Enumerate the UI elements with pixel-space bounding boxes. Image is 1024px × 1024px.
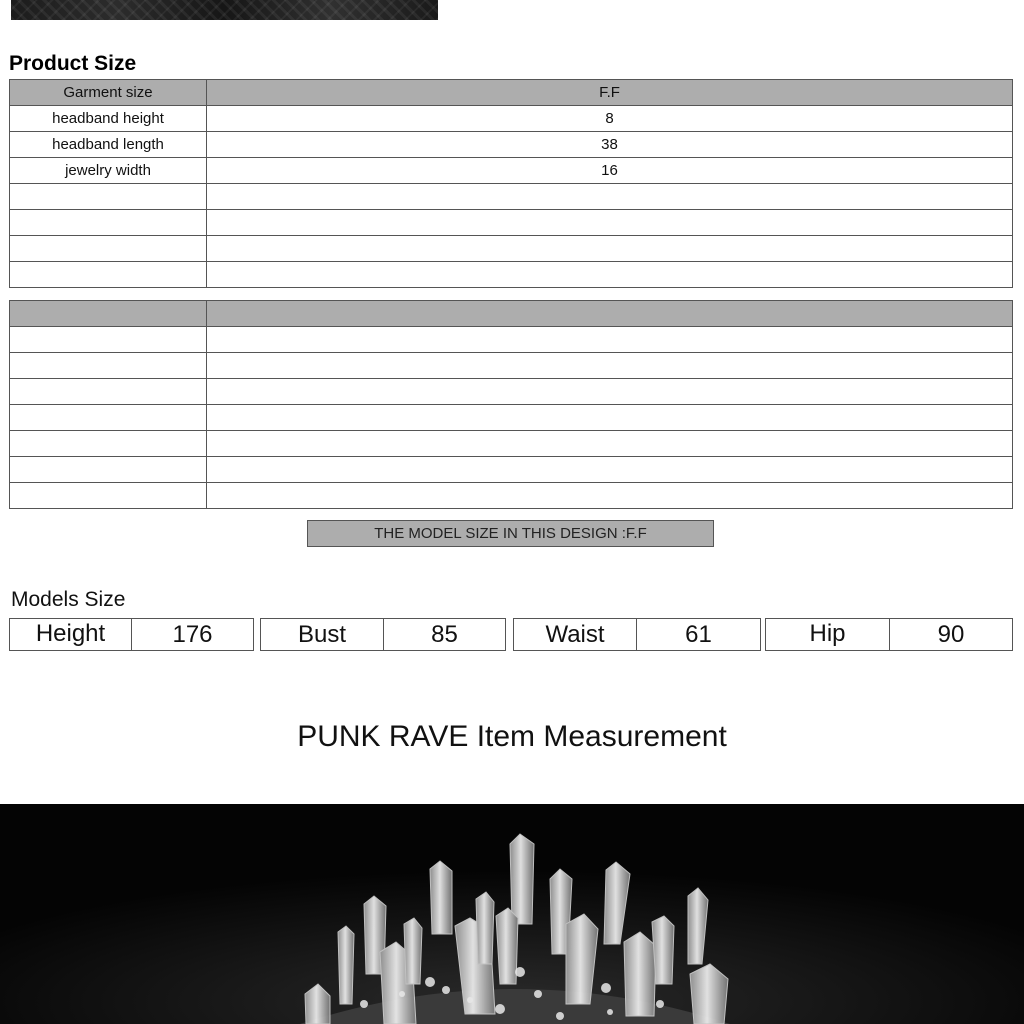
table-row (10, 184, 1013, 210)
row-label (10, 483, 207, 509)
table-row (10, 210, 1013, 236)
row-label: headband length (10, 132, 207, 158)
row-label: headband height (10, 106, 207, 132)
row-label (10, 379, 207, 405)
item-measurement-title: PUNK RAVE Item Measurement (297, 720, 727, 753)
row-label (10, 236, 207, 262)
table-row (10, 457, 1013, 483)
table-row (10, 431, 1013, 457)
row-value (207, 379, 1013, 405)
secondary-size-table (9, 300, 1013, 509)
measure-label: Hip (766, 619, 890, 650)
measure-height (9, 618, 254, 651)
top-product-photo (11, 0, 438, 20)
row-value (207, 184, 1013, 210)
table-row (10, 353, 1013, 379)
row-value (207, 483, 1013, 509)
measure-value: 90 (937, 621, 965, 648)
table-row (10, 405, 1013, 431)
row-label (10, 431, 207, 457)
row-value (207, 236, 1013, 262)
table-row (10, 132, 1013, 158)
row-label (10, 327, 207, 353)
row-value: 16 (207, 158, 1013, 184)
measure-label: Bust (261, 619, 384, 650)
row-label (10, 353, 207, 379)
table-row (10, 158, 1013, 184)
header-cell-label: Garment size (10, 80, 207, 106)
row-label (10, 457, 207, 483)
table-row (10, 327, 1013, 353)
crystal-headband-photo (0, 804, 1024, 1024)
table-header-row (10, 301, 1013, 327)
measure-value: 85 (431, 621, 458, 648)
row-value: 8 (207, 106, 1013, 132)
models-size-title: Models Size (11, 588, 126, 611)
table-row (10, 236, 1013, 262)
row-label (10, 262, 207, 288)
row-value (207, 353, 1013, 379)
row-value: 38 (207, 132, 1013, 158)
measure-label: Height (10, 619, 132, 650)
row-label (10, 184, 207, 210)
header-cell-size: F.F (207, 80, 1013, 106)
header-cell-size (207, 301, 1013, 327)
row-value (207, 327, 1013, 353)
measure-label: Waist (514, 619, 637, 650)
product-size-table (9, 79, 1013, 288)
row-label (10, 405, 207, 431)
measure-bust (260, 618, 506, 651)
measure-hip (765, 618, 1013, 651)
crystal-crown-illustration (0, 804, 1024, 1024)
row-value (207, 405, 1013, 431)
table-row (10, 483, 1013, 509)
row-value (207, 457, 1013, 483)
model-size-banner: THE MODEL SIZE IN THIS DESIGN :F.F (307, 520, 714, 547)
table-header-row (10, 80, 1013, 106)
row-label (10, 210, 207, 236)
header-cell-label (10, 301, 207, 327)
row-label: jewelry width (10, 158, 207, 184)
table-row (10, 106, 1013, 132)
table-row (10, 262, 1013, 288)
row-value (207, 210, 1013, 236)
row-value (207, 262, 1013, 288)
measure-waist (513, 618, 761, 651)
row-value (207, 431, 1013, 457)
measure-value: 176 (172, 621, 213, 648)
measure-value: 61 (685, 621, 712, 648)
table-row (10, 379, 1013, 405)
product-size-title: Product Size (9, 52, 137, 75)
